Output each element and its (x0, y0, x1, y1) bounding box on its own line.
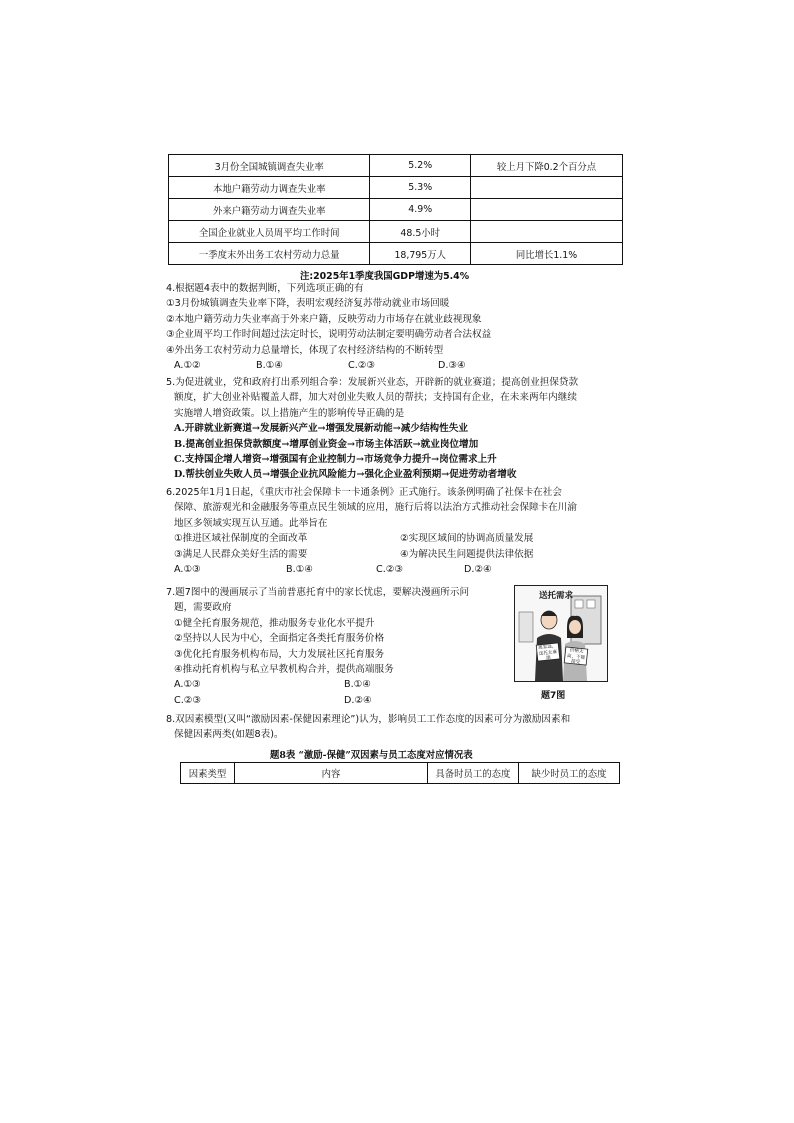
statement-item: ④为解决民生问题提供法律依据 (400, 548, 534, 560)
table-cell (470, 199, 622, 221)
table-cell: 48.5小时 (370, 221, 471, 243)
option-d: D.帮扶创业失败人员→增强企业抗风险能力→强化企业盈利预期→促进劳动者增收 (174, 469, 517, 481)
table-row (169, 155, 623, 177)
table-cell: 外来户籍劳动力调查失业率 (169, 199, 370, 221)
table-cell: 一季度末外出务工农村劳动力总量 (169, 243, 370, 265)
statement-item: ③优化托育服务机构布局，大力发展社区托育服务 (174, 648, 385, 660)
question-4 (166, 281, 628, 373)
question-stem: 题，需要政府 (174, 602, 232, 614)
question-7 (166, 585, 506, 708)
table-row (169, 243, 623, 265)
statement-item: ③满足人民群众美好生活的需要 (174, 548, 308, 560)
question-stem: 地区多领域实现互认互通。此举旨在 (174, 517, 328, 529)
table-title: 题8表 “激励-保健”双因素与员工态度对应情况表 (270, 750, 473, 761)
question-stem: 8.双因素模型(又叫“激励因素-保健因素理论”)认为，影响员工工作态度的因素可分为激励因素和 (166, 714, 571, 725)
statement-item: ④推动托育机构与私立早教机构合并，提供高端服务 (174, 664, 394, 676)
question-stem: 7.题7图中的漫画展示了当前普惠托育中的家长忧虑，要解决漫画所示问 (166, 587, 470, 598)
cartoon-title: 送托需求 (539, 591, 574, 601)
option-a: A.开辟就业新赛道→发展新兴产业→增强发展新动能→减少结构性失业 (174, 423, 468, 435)
question-5 (166, 375, 628, 483)
question-stem: 实施增人增资政策。以上措施产生的影响传导正确的是 (174, 407, 405, 419)
table-header: 缺少时员工的态度 (519, 763, 620, 784)
option-a: A.①② (174, 360, 201, 372)
table-cell: 4.9% (370, 199, 471, 221)
data-table-q4 (168, 154, 623, 265)
table-cell: 较上月下降0.2个百分点 (470, 155, 622, 177)
option-c: C.②③ (174, 694, 201, 706)
question-stem: 保健因素两类(如题8表)。 (174, 729, 284, 741)
question-stem: 4.根据题4表中的数据判断，下列选项正确的有 (166, 283, 364, 294)
table-row (169, 221, 623, 243)
option-a: A.①③ (174, 564, 201, 576)
statement-item: ②实现区域间的协调高质量发展 (400, 533, 534, 545)
question-6 (166, 485, 628, 577)
table-cell: 18,795万人 (370, 243, 471, 265)
table-cell: 本地户籍劳动力调查失业率 (169, 177, 370, 199)
option-c: C.②③ (348, 360, 375, 372)
statement-item: ①3月份城镇调查失业率下降，表明宏观经济复苏带动就业市场回暖 (166, 298, 450, 310)
table-q8 (180, 762, 620, 784)
question-stem: 6.2025年1月1日起，《重庆市社会保障卡一卡通条例》正式施行。该条例明确了社保卡在社会 (166, 487, 562, 498)
table-note: 注:2025年1季度我国GDP增速为5.4% (300, 271, 470, 282)
option-d: D.②④ (344, 694, 372, 706)
cartoon-sign-right: 价格太高，不能接受 (566, 648, 586, 666)
statement-item: ①健全托育服务规范，推动服务专业化水平提升 (174, 617, 375, 629)
option-b: B.①④ (256, 360, 283, 372)
question-stem: 保障、旅游观光和金融服务等重点民生领域的应用，施行后将以法治方式推动社会保障卡在川渝 (174, 502, 577, 514)
figure-caption: 题7图 (541, 691, 566, 701)
table-cell: 同比增长1.1% (470, 243, 622, 265)
statement-item: ①推进区域社保制度的全面改革 (174, 533, 308, 545)
option-b: B.提高创业担保贷款额度→增厚创业资金→市场主体活跃→就业岗位增加 (174, 438, 479, 450)
option-d: D.③④ (438, 360, 466, 372)
table-header: 因素类型 (181, 763, 235, 784)
cartoon-figure (514, 585, 608, 682)
table-header: 具备时员工的态度 (427, 763, 518, 784)
table-header: 内容 (235, 763, 428, 784)
option-d: D.②④ (464, 564, 492, 576)
option-c: C.②③ (376, 564, 403, 576)
question-8 (166, 712, 628, 743)
option-b: B.①④ (286, 564, 313, 576)
table-cell (470, 177, 622, 199)
question-stem: 额度，扩大创业补贴覆盖人群，加大对创业失败人员的帮扶；支持国有企业，在未来两年内继续 (174, 392, 577, 404)
table-cell: 全国企业就业人员周平均工作时间 (169, 221, 370, 243)
statement-item: ②坚持以人民为中心，全面指定各类托育服务价格 (174, 633, 385, 645)
table-row (169, 177, 623, 199)
cartoon-sign-left: 离家远，送托太麻烦 (537, 644, 558, 662)
statement-item: ②本地户籍劳动力失业率高于外来户籍，反映劳动力市场存在就业歧视现象 (166, 313, 482, 325)
statement-item: ④外出务工农村劳动力总量增长，体现了农村经济结构的不断转型 (166, 344, 444, 356)
table-cell: 3月份全国城镇调查失业率 (169, 155, 370, 177)
statement-item: ③企业周平均工作时间超过法定时长，说明劳动法制定要明确劳动者合法权益 (166, 329, 492, 341)
table-cell: 5.2% (370, 155, 471, 177)
table-cell (470, 221, 622, 243)
table-row (169, 199, 623, 221)
question-stem: 5.为促进就业，党和政府打出系列组合拳：发展新兴业态，开辟新的就业赛道；提高创业担保贷款 (166, 377, 579, 388)
option-b: B.①④ (344, 679, 371, 691)
table-cell: 5.3% (370, 177, 471, 199)
option-a: A.①③ (174, 679, 201, 691)
option-c: C.支持国企增人增资→增强国有企业控制力→市场竞争力提升→岗位需求上升 (174, 454, 497, 466)
